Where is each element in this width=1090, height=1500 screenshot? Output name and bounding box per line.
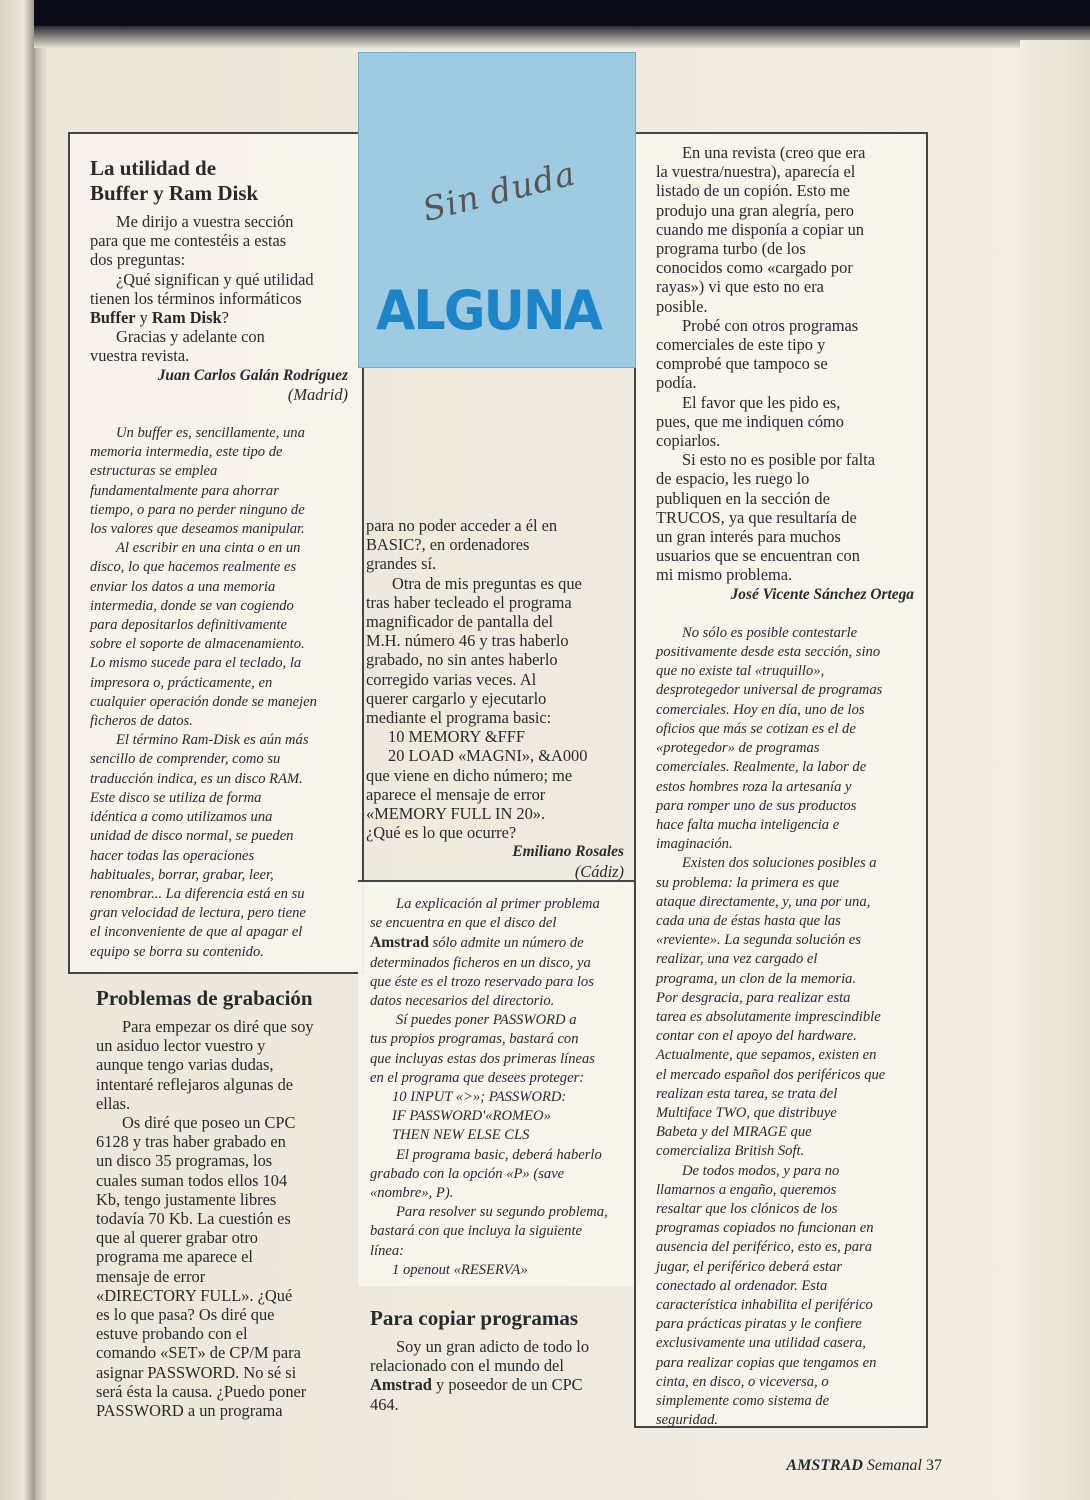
text-line: 10 INPUT «>»; PASSWORD: [392,1089,567,1106]
text-line: Sí puedes poner PASSWORD a [396,1012,577,1029]
letter3-line-rest: y poseedor de un CPC [431,1375,583,1395]
text-line: que éste es el trozo reservado para los [370,973,594,990]
text-line: para prácticas piratas y le confiere [656,1316,862,1333]
text-line: programa me aparece el [96,1247,253,1267]
text-line: Lo mismo sucede para el teclado, la [90,655,302,672]
text-line: En una revista (creo que era [682,143,866,162]
text-line: usuarios que se encuentran con [656,546,860,566]
text-line: Actualmente, que sepamos, existen en [656,1047,877,1064]
text-line: pues, que me indiquen cómo [656,411,844,431]
text-line: que al querer grabar otro [96,1228,259,1248]
text-line: mediante el programa basic: [366,708,552,728]
text-line: la vuestra/nuestra), aparecía el [656,162,856,182]
text-line: característica inhabilita el periférico [656,1296,873,1313]
letter2-location: (Cádiz) [574,861,624,881]
text-line: De todos modos, y para no [682,1162,840,1179]
letter3-start [370,1306,628,1414]
text-line: posible. [656,296,708,316]
text-line: Existen dos soluciones posibles a [682,855,877,872]
letter3-heading: Para copiar programas [370,1306,579,1330]
text-line: tiempo, o para no perder ninguno de [90,501,305,518]
text-line: 10 MEMORY &FFF [388,727,525,747]
text-line: conocidos como «cargado por [656,258,853,278]
text-line: realizan esta tarea, se trata del [656,1085,838,1102]
text-line: IF PASSWORD'«ROMEO» [392,1108,551,1125]
text-line: intermedia, donde se van cogiendo [90,597,294,614]
answer2-line [370,933,624,953]
text-line: Al escribir en una cinta o en un [116,540,301,557]
text-line: equipo se borra su contenido. [90,943,264,960]
page-binding-edge [0,0,34,1500]
text-line: que incluyas estas dos primeras líneas [370,1050,595,1067]
text-line: «DIRECTORY FULL». ¿Qué [96,1285,293,1305]
letter1 [90,156,348,962]
text-line: impresora o, prácticamente, en [90,674,273,691]
text-line: El término Ram-Disk es aún más [116,732,309,749]
text-line: tus propios programas, bastará con [370,1031,579,1048]
text-line: el mercado español dos periféricos que [656,1066,886,1083]
text-line: Kb, tengo justamente libres [96,1189,277,1209]
term-qmark: ? [221,308,229,328]
text-line: habituales, borrar, grabar, leer, [90,866,274,883]
text-line: comando «SET» de CP/M para [96,1343,301,1363]
text-line: ¿Qué significan y qué utilidad [116,269,314,289]
text-line: disco, lo que hacemos realmente es [90,559,297,576]
text-line: positivamente desde esta sección, sino [656,644,881,661]
letter3-cont-body [656,143,914,585]
text-line: mensaje de error [96,1266,206,1286]
letter1-terms [90,308,348,327]
banner-script-title: Sin duda [418,153,580,229]
text-line: podía. [656,373,697,393]
text-line: cuales suman todos ellos 104 [96,1170,288,1190]
text-line: idéntica a como utilizamos una [90,809,273,826]
text-line: los valores que deseamos manipular. [90,521,305,538]
text-line: jugar, el periférico deberá estar [656,1258,843,1275]
text-line: cualquier operación donde se manejen [90,693,317,710]
text-line: estuve probando con el [96,1324,248,1344]
text-line: determinados ficheros en un disco, ya [370,954,591,971]
text-line: un asiduo lector vuestro y [96,1036,266,1056]
text-line: «MEMORY FULL IN 20». [366,804,546,824]
answer2-line-rest: sólo admite un número de [428,935,584,952]
text-line: cinta, en disco, o viceversa, o [656,1373,829,1390]
text-line: ausencia del periférico, esto es, para [656,1239,873,1256]
text-line: produjo una gran alegría, pero [656,200,854,220]
answer2-rest [370,954,624,1280]
text-line: para romper uno de sus productos [656,797,857,814]
text-line: grabado con la opción «P» (save [370,1165,565,1182]
letter3-line: relacionado con el mundo del [370,1356,564,1376]
text-line: que viene en dicho número; me [366,765,573,785]
answer2-line: se encuentra en que el disco del [370,915,557,932]
text-line: bastará con que incluya la siguiente [370,1223,582,1240]
text-line: aunque tengo varias dudas, [96,1055,274,1075]
text-line: Multiface TWO, que distribuye [656,1104,837,1121]
text-line: contar con el apoyo del hardware. [656,1028,857,1045]
text-line: conectado al ordenador. Esta [656,1277,828,1294]
text-line: Un buffer es, sencillamente, una [116,425,305,442]
text-line: publiquen en la sección de [656,488,830,508]
text-line: estructuras se emplea [90,463,218,480]
footer-page-number: 37 [926,1457,942,1474]
text-line: THEN NEW ELSE CLS [392,1127,530,1144]
text-line: comercializa British Soft. [656,1143,805,1160]
text-line: imaginación. [656,836,733,853]
text-line: unidad de disco normal, se pueden [90,828,294,845]
text-line: realizar, una vez cargado el [656,951,818,968]
text-line: BASIC?, en ordenadores [366,535,530,555]
text-line: fundamentalmente para ahorrar [90,482,279,499]
text-line: renombrar... La diferencia está en su [90,885,305,902]
text-line: memoria intermedia, este tipo de [90,444,283,461]
text-line: para no poder acceder a él en [366,516,558,535]
letter1-thanks-1: Gracias y adelante con [116,327,265,347]
text-line: El favor que les pido es, [682,392,841,412]
text-line: «nombre», P). [370,1185,454,1202]
text-line: 1 openout «RESERVA» [392,1261,528,1278]
letter2-body [96,1017,356,1420]
letter3-answer [656,624,914,1431]
text-line: cuando me disponía a copiar un [656,219,865,239]
text-line: desprotegedor universal de programas [656,682,883,699]
text-line: El programa basic, deberá haberlo [396,1146,602,1163]
text-line: exclusivamente una utilidad casera, [656,1335,866,1352]
text-line: datos necesarios del directorio. [370,993,555,1010]
text-line: magnificador de pantalla del [366,612,554,632]
letter3-continued [656,143,914,1430]
text-line: línea: [370,1242,405,1259]
text-line: traducción indica, es un disco RAM. [90,770,303,787]
letter1-signature: Juan Carlos Galán Rodríguez [157,366,348,384]
text-line: Para empezar os diré que soy [122,1017,314,1036]
term-conj: y [135,308,152,328]
banner-title: ALGUNA [376,279,601,342]
scan-shadow [0,26,1090,48]
scan-top-edge [0,0,1090,26]
footer-magazine: AMSTRAD [786,1457,863,1474]
text-line: Babeta y del MIRAGE que [656,1124,812,1141]
letter2-cont-body [366,516,624,842]
text-line: tarea es absolutamente imprescindible [656,1008,881,1025]
text-line: querer cargarlo y ejecutarlo [366,688,547,708]
letter3-line: 464. [370,1394,399,1414]
text-line: No sólo es posible contestarle [682,624,858,641]
text-line: «protegedor» de programas [656,740,820,757]
text-line: comerciales. Realmente, la labor de [656,759,867,776]
text-line: PASSWORD a un programa [96,1401,283,1421]
letter1-thanks-2: vuestra revista. [90,346,190,366]
text-line: TRUCOS, ya que resultaría de [656,507,857,527]
text-line: programa, un clon de la memoria. [656,970,857,987]
text-line: listado de un copión. Esto me [656,181,850,201]
text-line: ¿Qué es lo que ocurre? [366,823,517,843]
text-line: un disco 35 programas, los [96,1151,273,1171]
text-line: estos hombres roza la artesanía y [656,778,852,795]
text-line: grabado, no sin antes haberlo [366,650,558,670]
letter3-brand: Amstrad [370,1375,432,1395]
letter2-answer [370,895,624,1280]
text-line: tras haber tecleado el programa [366,592,572,612]
text-line: todavía 70 Kb. La cuestión es [96,1209,291,1229]
text-line: aparece el mensaje de error [366,784,546,804]
term-ramdisk: Ram Disk [151,308,222,328]
page-footer [786,1457,942,1475]
text-line: simplemente como sistema de [656,1393,830,1409]
text-line: mi mismo problema. [656,565,793,585]
letter3-line [370,1375,628,1394]
text-line: tienen los términos informáticos [90,288,302,308]
text-line: ficheros de datos. [90,713,193,730]
term-buffer: Buffer [90,308,136,328]
text-line: para que me contestéis a estas [90,231,287,251]
text-line: comprobé que tampoco se [656,354,828,374]
text-line: M.H. número 46 y tras haberlo [366,631,569,651]
text-line: será ésta la causa. ¿Puedo poner [96,1381,307,1401]
text-line: corregido varias veces. Al [366,669,537,689]
text-line: Este disco se utiliza de forma [90,789,262,806]
letter1-body [90,212,348,308]
text-line: Otra de mis preguntas es que [392,573,582,593]
letter1-heading-2: Buffer y Ram Disk [90,181,259,205]
text-line: un gran interés para muchos [656,527,841,547]
text-line: ellas. [96,1093,131,1113]
text-line: comerciales. Hoy en día, uno de los [656,701,865,718]
text-line: su problema: la primera es que [656,874,840,891]
text-line: dos preguntas: [90,250,186,270]
text-line: 20 LOAD «MAGNI», &A000 [388,746,588,766]
letter2-continued [366,516,624,881]
text-line: Por desgracia, para realizar esta [656,989,851,1006]
text-line: programa turbo (de los [656,239,806,259]
text-line: seguridad. [656,1412,719,1429]
text-line: comerciales de este tipo y [656,335,826,355]
text-line: para realizar copias que tengamos en [656,1354,877,1371]
text-line: Para resolver su segundo problema, [396,1204,608,1221]
text-line: Si esto no es posible por falta [682,450,876,470]
text-line: llamarnos a engaño, queremos [656,1181,837,1198]
text-line: «reviente». La segunda solución es [656,932,861,949]
text-line: para depositarlos definitivamente [90,617,287,634]
text-line: resaltar que los clónicos de los [656,1200,838,1217]
letter2-heading: Problemas de grabación [96,986,313,1010]
text-line: 6128 y tras haber grabado en [96,1132,286,1152]
letter3-line: Soy un gran adicto de todo lo [396,1337,590,1356]
text-line: gran velocidad de lectura, pero tiene [90,905,306,922]
text-line: cada una de éstas hasta que las [656,912,841,929]
text-line: Os diré que poseo un CPC [122,1113,296,1133]
answer2-line: La explicación al primer problema [396,896,600,912]
text-line: grandes sí. [366,554,437,574]
answer2-brand: Amstrad [370,934,429,952]
text-line: Me dirijo a vuestra sección [116,212,294,231]
text-line: en el programa que desees proteger: [370,1069,585,1086]
text-line: Probé con otros programas [682,315,859,335]
text-line: intentaré reflejaros algunas de [96,1074,294,1094]
text-line: de espacio, les ruego lo [656,469,810,489]
letter1-heading-1: La utilidad de [90,156,217,180]
text-line: oficios que más se cotizan es el de [656,720,856,737]
text-line: que no existe tal «truquillo», [656,663,825,680]
footer-issue: Semanal [866,1457,922,1474]
text-line: asignar PASSWORD. No sé si [96,1362,297,1382]
text-line: enviar los datos a una memoria [90,578,276,595]
letter1-location: (Madrid) [287,384,348,404]
text-line: programas copiados no funcionan en [656,1220,874,1237]
text-line: el inconveniente de que al apagar el [90,924,303,941]
text-line: hace falta mucha inteligencia e [656,816,840,833]
text-line: es lo que pasa? Os diré que [96,1305,275,1325]
page-right-margin [1020,40,1090,1500]
text-line: rayas») vi que esto no era [656,277,824,297]
letter2 [96,986,356,1420]
text-line: hacer todas las operaciones [90,847,255,864]
letter2-signature: Emiliano Rosales [512,843,624,861]
text-line: sobre el soporte de almacenamiento. [90,636,305,653]
letter3-signature: José Vicente Sánchez Ortega [730,585,914,603]
text-line: sencillo de comprender, como su [90,751,281,768]
letter1-answer [90,424,348,962]
text-line: ataque directamente, y, una por una, [656,893,871,910]
text-line: copiarlos. [656,431,721,451]
